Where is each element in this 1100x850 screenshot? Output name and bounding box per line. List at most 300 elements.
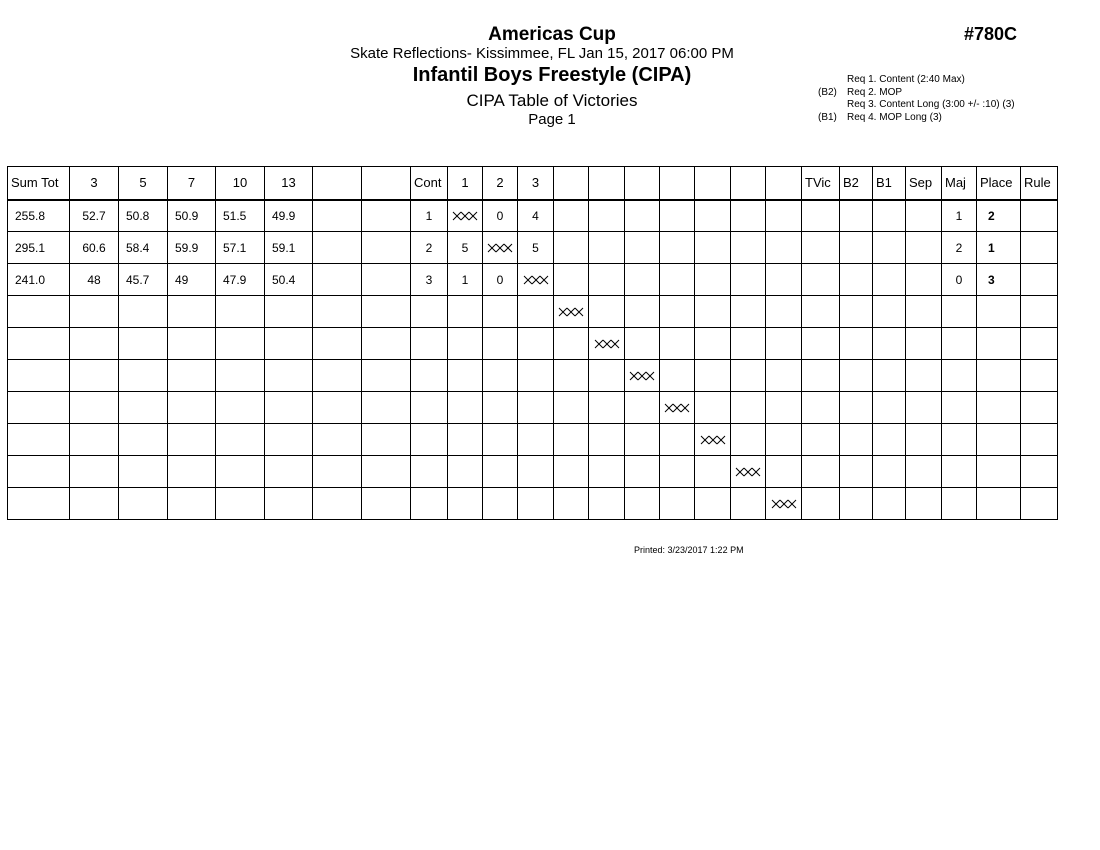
table-cell <box>589 360 625 392</box>
requirement-code: (B2) <box>818 86 837 98</box>
table-cell: 1 <box>977 232 1021 264</box>
self-match-mark <box>629 371 655 381</box>
table-cell <box>483 424 518 456</box>
table-cell <box>873 328 906 360</box>
table-cell <box>625 232 660 264</box>
table-cell <box>411 456 448 488</box>
table-cell <box>625 264 660 296</box>
table-cell <box>625 456 660 488</box>
table-cell <box>589 296 625 328</box>
table-cell: 3 <box>411 264 448 296</box>
table-cell <box>1021 360 1058 392</box>
table-cell <box>483 360 518 392</box>
table-cell <box>1021 328 1058 360</box>
table-cell <box>554 232 589 264</box>
table-cell <box>362 488 411 520</box>
table-cell: 0 <box>483 264 518 296</box>
table-row <box>8 328 1058 360</box>
table-cell <box>119 392 168 424</box>
table-cell <box>448 424 483 456</box>
table-cell <box>448 328 483 360</box>
table-cell <box>313 360 362 392</box>
table-cell <box>625 328 660 360</box>
table-cell <box>1021 296 1058 328</box>
table-cell: 52.7 <box>70 200 119 232</box>
table-cell <box>731 264 766 296</box>
requirement-code: (B1) <box>818 111 837 123</box>
table-cell: 45.7 <box>119 264 168 296</box>
table-cell <box>554 392 589 424</box>
table-cell <box>1021 456 1058 488</box>
victories-table <box>7 166 1058 520</box>
column-header: 3 <box>518 167 554 200</box>
requirements-list <box>818 74 1015 124</box>
table-cell <box>8 456 70 488</box>
table-cell <box>802 488 840 520</box>
column-header <box>695 167 731 200</box>
column-header: 2 <box>483 167 518 200</box>
self-match-cell <box>625 360 660 392</box>
table-cell <box>589 392 625 424</box>
column-header <box>660 167 695 200</box>
table-cell <box>216 488 265 520</box>
table-row <box>8 392 1058 424</box>
table-cell: 49 <box>168 264 216 296</box>
table-cell <box>942 456 977 488</box>
table-cell <box>731 424 766 456</box>
table-cell: 0 <box>483 200 518 232</box>
table-cell <box>942 488 977 520</box>
table-cell <box>695 328 731 360</box>
competition-title: Americas Cup <box>488 24 616 45</box>
table-cell <box>625 200 660 232</box>
table-cell <box>660 328 695 360</box>
table-cell <box>518 328 554 360</box>
table-cell <box>518 424 554 456</box>
self-match-mark <box>594 339 620 349</box>
table-cell <box>660 456 695 488</box>
self-match-cell <box>589 328 625 360</box>
requirement-line <box>818 74 1015 87</box>
requirement-line <box>818 112 1015 125</box>
table-cell <box>766 200 802 232</box>
table-cell <box>977 488 1021 520</box>
table-cell <box>766 392 802 424</box>
table-cell <box>766 360 802 392</box>
requirement-code <box>818 74 847 87</box>
table-cell <box>906 200 942 232</box>
column-header: TVic <box>802 167 840 200</box>
column-header: 7 <box>168 167 216 200</box>
column-header <box>554 167 589 200</box>
table-cell <box>313 392 362 424</box>
table-cell <box>589 264 625 296</box>
page-label: Page 1 <box>528 111 576 128</box>
table-cell <box>873 232 906 264</box>
table-cell <box>168 328 216 360</box>
table-cell: 0 <box>942 264 977 296</box>
column-header <box>731 167 766 200</box>
table-cell <box>362 264 411 296</box>
table-cell <box>313 232 362 264</box>
table-cell: 50.4 <box>265 264 313 296</box>
table-cell <box>873 264 906 296</box>
table-cell <box>362 392 411 424</box>
table-cell <box>977 392 1021 424</box>
table-cell <box>554 264 589 296</box>
table-cell <box>589 488 625 520</box>
table-cell: 241.0 <box>8 264 70 296</box>
table-cell <box>695 264 731 296</box>
requirement-line <box>818 87 1015 100</box>
self-match-mark <box>700 435 726 445</box>
table-cell <box>8 424 70 456</box>
table-cell <box>873 456 906 488</box>
table-cell <box>8 488 70 520</box>
table-cell <box>411 296 448 328</box>
table-cell: 50.9 <box>168 200 216 232</box>
table-cell <box>766 456 802 488</box>
table-cell <box>216 456 265 488</box>
table-cell <box>660 424 695 456</box>
column-header: Sum Tot <box>8 167 70 200</box>
table-cell <box>216 360 265 392</box>
table-cell <box>731 200 766 232</box>
table-cell <box>265 424 313 456</box>
table-cell <box>625 424 660 456</box>
table-cell <box>840 264 873 296</box>
self-match-cell <box>695 424 731 456</box>
table-cell <box>119 328 168 360</box>
table-cell <box>802 456 840 488</box>
table-cell <box>873 392 906 424</box>
self-match-mark <box>523 275 549 285</box>
column-header <box>313 167 362 200</box>
table-row <box>8 424 1058 456</box>
column-header: 1 <box>448 167 483 200</box>
table-cell <box>362 200 411 232</box>
table-cell <box>168 296 216 328</box>
table-cell <box>483 296 518 328</box>
table-cell <box>660 488 695 520</box>
table-cell <box>554 200 589 232</box>
event-code: #780C <box>964 24 1018 44</box>
table-cell <box>695 232 731 264</box>
requirement-text: Req 4. MOP Long (3) <box>847 111 942 123</box>
table-header-row <box>8 167 1058 200</box>
column-header: 13 <box>265 167 313 200</box>
table-cell <box>411 328 448 360</box>
column-header <box>362 167 411 200</box>
table-cell <box>313 264 362 296</box>
table-cell <box>625 488 660 520</box>
column-header: 3 <box>70 167 119 200</box>
table-cell <box>906 232 942 264</box>
table-cell <box>70 488 119 520</box>
table-cell <box>265 296 313 328</box>
table-cell <box>840 424 873 456</box>
table-cell <box>625 296 660 328</box>
table-cell <box>411 488 448 520</box>
table-cell <box>942 360 977 392</box>
table-cell <box>802 360 840 392</box>
table-cell <box>518 360 554 392</box>
column-header <box>766 167 802 200</box>
table-cell <box>873 360 906 392</box>
column-header: 5 <box>119 167 168 200</box>
table-cell <box>802 264 840 296</box>
column-header: Rule <box>1021 167 1058 200</box>
table-cell <box>1021 424 1058 456</box>
table-cell: 2 <box>977 200 1021 232</box>
table-cell <box>625 392 660 424</box>
table-cell <box>313 328 362 360</box>
table-cell <box>119 360 168 392</box>
self-match-mark <box>735 467 761 477</box>
self-match-cell <box>448 200 483 232</box>
table-cell <box>411 424 448 456</box>
table-cell <box>554 424 589 456</box>
table-cell <box>731 232 766 264</box>
table-cell <box>766 264 802 296</box>
self-match-cell <box>518 264 554 296</box>
table-cell <box>70 392 119 424</box>
table-row <box>8 488 1058 520</box>
table-cell <box>840 200 873 232</box>
table-cell <box>362 328 411 360</box>
table-cell: 57.1 <box>216 232 265 264</box>
printed-timestamp: Printed: 3/23/2017 1:22 PM <box>634 545 744 555</box>
table-cell: 49.9 <box>265 200 313 232</box>
table-cell <box>906 456 942 488</box>
table-cell <box>362 424 411 456</box>
table-cell: 50.8 <box>119 200 168 232</box>
self-match-cell <box>660 392 695 424</box>
table-cell <box>840 488 873 520</box>
table-cell <box>1021 232 1058 264</box>
table-row <box>8 360 1058 392</box>
table-cell <box>313 456 362 488</box>
table-cell <box>313 200 362 232</box>
table-cell: 295.1 <box>8 232 70 264</box>
table-cell: 2 <box>942 232 977 264</box>
column-header: B1 <box>873 167 906 200</box>
table-cell <box>362 456 411 488</box>
table-row <box>8 296 1058 328</box>
table-cell <box>1021 264 1058 296</box>
table-cell: 1 <box>411 200 448 232</box>
table-cell <box>873 424 906 456</box>
table-cell: 48 <box>70 264 119 296</box>
table-cell <box>70 424 119 456</box>
table-cell <box>802 232 840 264</box>
table-cell <box>119 296 168 328</box>
table-cell <box>168 392 216 424</box>
table-cell <box>313 296 362 328</box>
table-cell <box>873 488 906 520</box>
table-cell <box>554 360 589 392</box>
table-cell: 5 <box>448 232 483 264</box>
column-header: B2 <box>840 167 873 200</box>
column-header <box>625 167 660 200</box>
table-cell <box>265 456 313 488</box>
table-cell <box>168 488 216 520</box>
table-cell <box>731 360 766 392</box>
table-cell <box>448 456 483 488</box>
table-cell: 4 <box>518 200 554 232</box>
table-cell <box>411 360 448 392</box>
table-cell <box>840 232 873 264</box>
requirement-code <box>818 99 847 112</box>
table-cell <box>802 392 840 424</box>
table-cell <box>906 424 942 456</box>
table-cell: 1 <box>448 264 483 296</box>
table-cell <box>168 456 216 488</box>
table-cell <box>8 392 70 424</box>
table-cell <box>448 392 483 424</box>
table-cell <box>977 360 1021 392</box>
table-cell <box>802 200 840 232</box>
table-cell <box>660 360 695 392</box>
self-match-cell <box>554 296 589 328</box>
table-cell: 58.4 <box>119 232 168 264</box>
table-cell <box>483 456 518 488</box>
table-cell <box>977 456 1021 488</box>
table-row <box>8 456 1058 488</box>
table-cell: 2 <box>411 232 448 264</box>
table-cell <box>362 296 411 328</box>
self-match-cell <box>731 456 766 488</box>
table-cell <box>265 488 313 520</box>
table-cell <box>313 424 362 456</box>
table-cell <box>119 456 168 488</box>
table-cell <box>1021 200 1058 232</box>
table-cell: 59.1 <box>265 232 313 264</box>
table-cell <box>265 392 313 424</box>
table-cell <box>731 392 766 424</box>
table-cell <box>695 456 731 488</box>
table-cell <box>8 360 70 392</box>
requirement-text: Req 1. Content (2:40 Max) <box>847 74 965 85</box>
table-cell <box>448 360 483 392</box>
column-header: Cont <box>411 167 448 200</box>
table-cell <box>695 392 731 424</box>
table-cell <box>840 392 873 424</box>
table-cell <box>216 424 265 456</box>
category-title: Infantil Boys Freestyle (CIPA) <box>412 64 692 86</box>
table-cell <box>518 456 554 488</box>
table-cell <box>518 296 554 328</box>
table-cell <box>873 200 906 232</box>
table-cell <box>216 392 265 424</box>
table-cell <box>265 328 313 360</box>
table-cell <box>802 328 840 360</box>
table-cell <box>411 392 448 424</box>
column-header: 10 <box>216 167 265 200</box>
requirement-line <box>818 99 1015 112</box>
table-cell <box>448 296 483 328</box>
table-cell <box>589 456 625 488</box>
table-cell <box>70 328 119 360</box>
table-cell <box>362 360 411 392</box>
table-cell <box>70 360 119 392</box>
table-cell <box>70 456 119 488</box>
requirement-text: Req 3. Content Long (3:00 +/- :10) (3) <box>847 99 1015 111</box>
table-cell <box>589 200 625 232</box>
table-cell <box>840 296 873 328</box>
table-cell <box>766 232 802 264</box>
event-location-date: Skate Reflections- Kissimmee, FL Jan 15, 2017 06:00 PM <box>350 45 734 62</box>
table-cell <box>731 296 766 328</box>
table-cell <box>554 488 589 520</box>
table-cell <box>483 392 518 424</box>
table-cell <box>840 456 873 488</box>
self-match-cell <box>766 488 802 520</box>
table-cell <box>840 328 873 360</box>
table-cell <box>695 488 731 520</box>
table-cell <box>483 328 518 360</box>
table-cell <box>168 424 216 456</box>
table-cell <box>660 264 695 296</box>
self-match-mark <box>664 403 690 413</box>
table-cell <box>942 296 977 328</box>
table-cell <box>840 360 873 392</box>
table-cell <box>695 200 731 232</box>
table-cell <box>906 328 942 360</box>
table-cell <box>906 296 942 328</box>
table-cell: 3 <box>977 264 1021 296</box>
table-cell <box>942 328 977 360</box>
table-cell: 255.8 <box>8 200 70 232</box>
table-cell <box>483 488 518 520</box>
table-cell <box>1021 392 1058 424</box>
requirement-text: Req 2. MOP <box>847 86 903 98</box>
table-cell <box>119 424 168 456</box>
self-match-mark <box>771 499 797 509</box>
column-header <box>589 167 625 200</box>
table-cell: 5 <box>518 232 554 264</box>
table-cell <box>70 296 119 328</box>
table-cell: 51.5 <box>216 200 265 232</box>
table-cell <box>942 424 977 456</box>
table-cell <box>660 232 695 264</box>
table-cell <box>518 392 554 424</box>
table-cell <box>802 424 840 456</box>
table-cell <box>766 424 802 456</box>
table-cell <box>977 424 1021 456</box>
table-cell: 60.6 <box>70 232 119 264</box>
self-match-mark <box>487 243 513 253</box>
table-cell <box>589 232 625 264</box>
table-cell <box>766 296 802 328</box>
self-match-mark <box>452 211 478 221</box>
table-cell <box>695 296 731 328</box>
table-cell <box>660 200 695 232</box>
table-cell <box>448 488 483 520</box>
table-cell <box>216 296 265 328</box>
table-cell: 47.9 <box>216 264 265 296</box>
table-cell <box>873 296 906 328</box>
table-cell <box>731 328 766 360</box>
table-cell <box>906 488 942 520</box>
table-cell <box>731 488 766 520</box>
self-match-cell <box>483 232 518 264</box>
table-cell <box>518 488 554 520</box>
self-match-mark <box>558 307 584 317</box>
table-cell <box>554 456 589 488</box>
table-cell <box>695 360 731 392</box>
table-cell <box>942 392 977 424</box>
